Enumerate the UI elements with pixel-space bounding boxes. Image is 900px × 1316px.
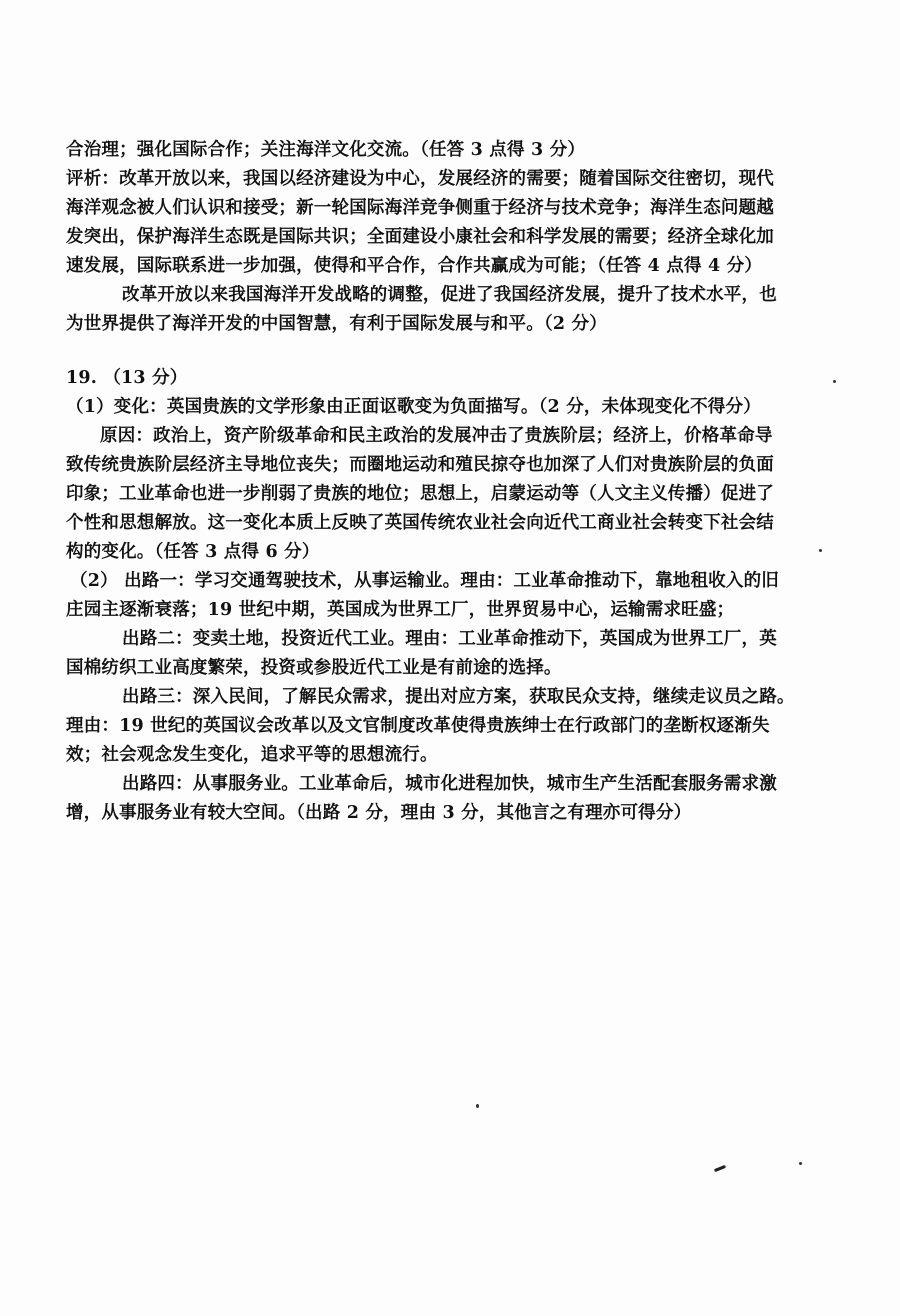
scan-speck	[819, 549, 822, 552]
text-line: 理由：19 世纪的英国议会改革以及文官制度改革使得贵族绅士在行政部门的垄断权逐渐失	[66, 716, 770, 736]
text-line: 原因：政治上，资产阶级革命和民主政治的发展冲击了贵族阶层；经济上，价格革命导	[100, 426, 773, 446]
text-line: 国棉纺织工业高度繁荣，投资或参股近代工业是有前途的选择。	[66, 658, 562, 678]
text-line: 出路二：变卖土地，投资近代工业。理由：工业革命推动下，英国成为世界工厂，英	[122, 629, 777, 649]
text-line: 评析：改革开放以来，我国以经济建设为中心，发展经济的需要；随着国际交往密切，现代	[66, 169, 774, 189]
text-line: 增，从事服务业有较大空间。（出路 2 分，理由 3 分，其他言之有理亦可得分）	[66, 803, 692, 823]
text-line: 改革开放以来我国海洋开发战略的调整，促进了我国经济发展，提升了技术水平，也	[122, 285, 777, 305]
scan-mark	[714, 1165, 726, 1172]
text-line: 致传统贵族阶层经济主导地位丧失；而圈地运动和殖民掠夺也加深了人们对贵族阶层的负面	[66, 455, 774, 475]
text-line: 构的变化。（任答 3 点得 6 分）	[66, 542, 320, 562]
text-line: 个性和思想解放。这一变化本质上反映了英国传统农业社会向近代工商业社会转变下社会结	[66, 513, 774, 533]
scan-speck	[799, 1162, 802, 1165]
scan-speck	[476, 1104, 479, 1108]
text-line: 发突出，保护海洋生态既是国际共识；全面建设小康社会和科学发展的需要；经济全球化加	[66, 227, 774, 247]
text-line: 合治理；强化国际合作；关注海洋文化交流。（任答 3 点得 3 分）	[66, 140, 586, 160]
text-line: （2） 出路一：学习交通驾驶技术，从事运输业。理由：工业革命推动下，靠地租收入的旧	[70, 571, 779, 591]
text-line: 出路四：从事服务业。工业革命后，城市化进程加快，城市生产生活配套服务需求激	[122, 774, 777, 794]
answer-19	[66, 364, 841, 828]
text-line: 海洋观念被人们认识和接受；新一轮国际海洋竞争侧重于经济与技术竞争；海洋生态问题越	[66, 198, 774, 218]
text-line: 为世界提供了海洋开发的中国智慧，有利于国际发展与和平。（2 分）	[66, 314, 607, 334]
text-line: 印象；工业革命也进一步削弱了贵族的地位；思想上，启蒙运动等（人文主义传播）促进了	[66, 484, 774, 504]
text-line: 出路三：深入民间，了解民众需求，提出对应方案，获取民众支持，继续走议员之路。	[122, 687, 795, 707]
text-line: （1）变化：英国贵族的文学形象由正面讴歌变为负面描写。（2 分，未体现变化不得分）	[66, 397, 761, 417]
text-line: 效；社会观念发生变化，追求平等的思想流行。	[66, 745, 438, 765]
text-line: 速发展，国际联系进一步加强，使得和平合作，合作共赢成为可能；（任答 4 点得 4 分）	[66, 256, 763, 276]
text-line: 庄园主逐渐衰落；19 世纪中期，英国成为世界工厂，世界贸易中心，运输需求旺盛；	[66, 600, 735, 620]
answer-18-tail	[66, 136, 841, 339]
scan-speck	[833, 380, 836, 383]
question-heading: 19. （13 分）	[66, 368, 188, 388]
